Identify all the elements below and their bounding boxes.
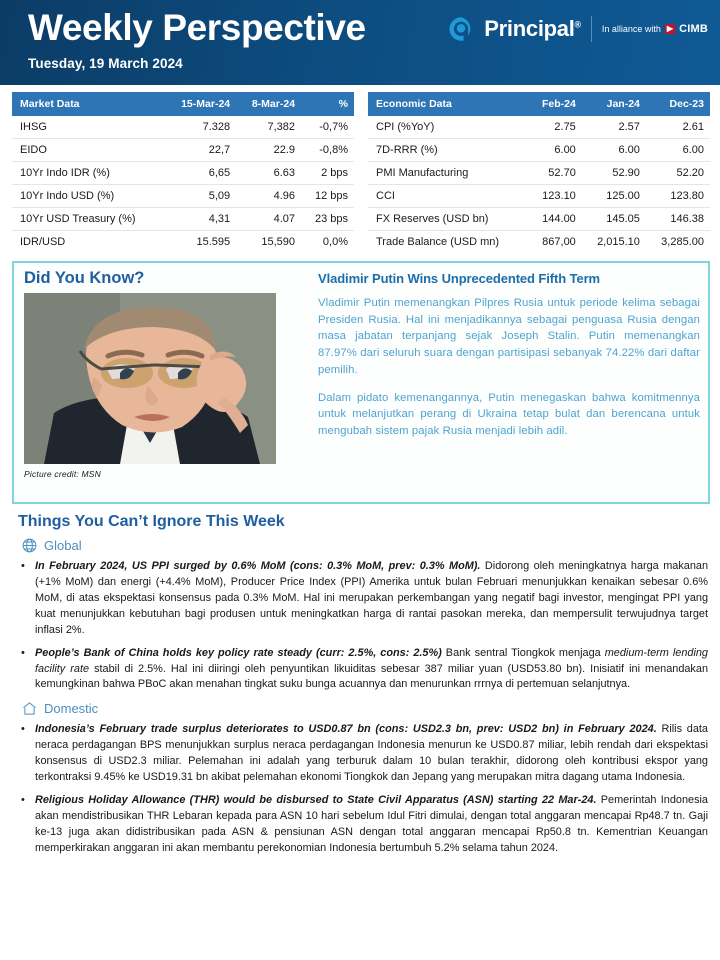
- row-value: -0,7%: [301, 116, 354, 139]
- home-icon: [21, 700, 38, 717]
- row-value: 123.80: [646, 185, 710, 208]
- page-date: Tuesday, 19 March 2024: [28, 55, 183, 71]
- table-row: [368, 162, 710, 185]
- row-value: 146.38: [646, 208, 710, 231]
- row-label: FX Reserves (USD bn): [368, 208, 528, 231]
- row-value: 6.00: [646, 139, 710, 162]
- row-value: 6.00: [528, 139, 582, 162]
- brand-logo: [448, 16, 708, 42]
- cimb-name: CIMB: [679, 23, 708, 35]
- row-value: 145.05: [582, 208, 646, 231]
- article-paragraph: Dalam pidato kemenangannya, Putin menegaskan bahwa komitmennya untuk melanjutkan perang di Ukraina tetap bulat dan berencana untuk mengubah sistem pajak Rusia menjadi lebih adil.: [318, 391, 700, 438]
- row-label: Trade Balance (USD mn): [376, 236, 500, 248]
- article-paragraph: Vladimir Putin memenangkan Pilpres Rusia untuk periode kelima sebagai Presiden Rusia. Hal ini menjadikannya sebagai penguasa Rusia dengan masa jabatan terpanjang sejak Joseph Stalin. Putin memenangkan 87.97% dari seluruh suara dengan partisipasi sebanyak 74.22% dari daftar pemilih.: [318, 297, 700, 376]
- row-value: 15.595: [196, 236, 231, 248]
- row-value: 7.328: [164, 116, 236, 139]
- things-body: [18, 537, 708, 857]
- subsection-label: Domestic: [44, 701, 99, 717]
- row-label: IDR/USD: [20, 236, 66, 248]
- alliance-label: In alliance with: [601, 24, 661, 34]
- table-row: [12, 208, 354, 231]
- row-value: 3,285.00: [661, 236, 704, 248]
- registered-mark: ®: [574, 19, 581, 30]
- row-label: CCI: [368, 185, 528, 208]
- article-title: Vladimir Putin Wins Unprecedented Fifth Term: [318, 271, 600, 286]
- row-value: 125.00: [582, 185, 646, 208]
- bullet-body: Didorong oleh meningkatnya harga makanan (+1% MoM) dan energi (+4.4% MoM), Producer Price Index (PPI) Amerika untuk bulan Februari menunjukkan kenaikan sebesar 0.6% MoM, di atas ekspektasi konsensus pada 0.3% MoM. Hal ini merupakan perkembangan yang negatif bagi investor, mengingat PPI yang kuat menunjukkan kebutuhan bagi produsen untuk meningkatkan harga di rantai pasokan mereka, dan mempersulit terwujudnya target inflasi 2%.: [35, 560, 708, 636]
- table-column-header: Market Data: [12, 92, 164, 116]
- row-value: 0,0%: [322, 236, 348, 248]
- bullet-lead: Religious Holiday Allowance (THR) would be disbursed to State Civil Apparatus (ASN) starting 22 Mar-24.: [35, 794, 597, 807]
- bullet-list: [18, 559, 708, 693]
- row-value: 5,09: [164, 185, 236, 208]
- cimb-logo-icon: ▶: [666, 24, 674, 33]
- row-value: 22,7: [164, 139, 236, 162]
- bullet-italic-term: medium-term lending facility rate: [35, 646, 708, 675]
- row-label: 7D-RRR (%): [368, 139, 528, 162]
- table-row: [12, 231, 354, 254]
- table-column-header: Dec-23: [646, 92, 710, 116]
- row-label: EIDO: [12, 139, 164, 162]
- did-you-know-box: [12, 261, 710, 504]
- table-header-row: [368, 92, 710, 116]
- row-value: 23 bps: [301, 208, 354, 231]
- row-value: 2,015.10: [597, 236, 640, 248]
- row-label: PMI Manufacturing: [368, 162, 528, 185]
- row-value: 6.00: [582, 139, 646, 162]
- row-value: 22.9: [236, 139, 301, 162]
- market-data-table: [12, 92, 354, 253]
- row-value: 2.57: [582, 116, 646, 139]
- row-value: 52.90: [582, 162, 646, 185]
- row-label: 10Yr USD Treasury (%): [12, 208, 164, 231]
- list-item: [18, 793, 708, 857]
- row-value: 52.20: [646, 162, 710, 185]
- bullet-list: [18, 722, 708, 856]
- subsection-global: [21, 537, 708, 554]
- table-column-header: Economic Data: [368, 92, 528, 116]
- logo-divider: [591, 16, 592, 42]
- did-you-know-title: Did You Know?: [24, 269, 145, 287]
- page-header: [0, 0, 720, 85]
- photo-credit: Picture credit: MSN: [24, 469, 102, 479]
- things-section: [0, 504, 720, 857]
- things-section-title: Things You Can’t Ignore This Week: [18, 513, 285, 530]
- row-label: IHSG: [12, 116, 164, 139]
- table-header-row: [12, 92, 354, 116]
- brand-name-text: Principal: [484, 16, 575, 41]
- did-you-know-left: [24, 269, 314, 496]
- table-row: [368, 116, 710, 139]
- bullet-body: Pemerintah Indonesia akan mendistribusikan THR Lebaran kepada para ASN 10 hari sebelum Idul Fitri dimulai, dengan total anggaran mencapai Rp48.7 tn. Gaji ke-13 juga akan didistribusikan pada ASN & pensiunan ASN dengan total anggaran mencapai Rp50.8 tn. Kementrian Keuangan memperkirakan anggaran ini akan membantu perekonomian Indonesia bertumbuh 5.2% selama tahun 2024.: [35, 794, 708, 854]
- market-data-table-wrap: [12, 92, 354, 253]
- data-tables-row: [0, 85, 720, 253]
- row-value: 6.63: [236, 162, 301, 185]
- row-value: 867,00: [542, 236, 576, 248]
- row-value: 144.00: [528, 208, 582, 231]
- principal-logo-icon: [448, 16, 474, 42]
- row-value: 4.07: [236, 208, 301, 231]
- economic-data-body: [368, 116, 710, 253]
- row-value: 4,31: [164, 208, 236, 231]
- economic-data-table-wrap: [368, 92, 710, 253]
- bullet-body: stabil di 2.5%. Hal ini diiringi oleh penyuntikan likuiditas sebesar 387 miliar yuan (USD53.80 bn). Inisiatif ini menandakan kemungkinan bahwa PBoC akan menahan tingkat suku bunga acuannya dan menurunkan rrrnya di pertemuan selanjutnya.: [35, 662, 708, 691]
- row-label: 10Yr Indo USD (%): [12, 185, 164, 208]
- brand-name: [484, 16, 581, 42]
- table-column-header: 15-Mar-24: [164, 92, 236, 116]
- table-row: [368, 185, 710, 208]
- putin-photo: [24, 293, 276, 464]
- list-item: [18, 722, 708, 786]
- table-row: [368, 231, 710, 254]
- table-row: [12, 185, 354, 208]
- row-value: -0,8%: [301, 139, 354, 162]
- row-value: 4.96: [236, 185, 301, 208]
- bullet-body: Rilis data neraca perdagangan BPS menunjukkan surplus neraca perdagangan Indonesia menurun ke USD0.87 miliar, lebih rendah dari ekspektasi konsensus di USD2.3 miliar. Pelemahan ini adalah yang terburuk dalam 10 bulan terakhir, didorong oleh kontribusi ekspor yang terkontraksi 9.45% ke USD19.31 bn akibat pelemahan ekonomi Tiongkok dan Jepang yang merupakan mitra dagang utama Indonesia.: [35, 723, 708, 784]
- table-row: [12, 116, 354, 139]
- row-value: 15,590: [261, 236, 296, 248]
- globe-icon: [21, 537, 38, 554]
- alliance-block: [602, 23, 708, 35]
- bullet-body: Bank sentral Tiongkok menjaga: [441, 646, 605, 659]
- row-value: 2.75: [528, 116, 582, 139]
- list-item: [18, 559, 708, 639]
- photo-illustration: [24, 293, 276, 464]
- subsection-label: Global: [44, 538, 82, 553]
- row-value: 52.70: [528, 162, 582, 185]
- table-row: [368, 139, 710, 162]
- market-data-body: [12, 116, 354, 253]
- table-column-header: %: [301, 92, 354, 116]
- subsection-domestic: [21, 700, 708, 717]
- table-column-header: Jan-24: [582, 92, 646, 116]
- table-row: [12, 139, 354, 162]
- row-value: 7,382: [236, 116, 301, 139]
- bullet-lead: Indonesia’s February trade surplus deteriorates to USD0.87 bn (cons: USD2.3 bn, prev: USD2 bn) in February 2024.: [35, 723, 657, 736]
- row-value: 2 bps: [301, 162, 354, 185]
- bullet-lead: People’s Bank of China holds key policy rate steady (curr: 2.5%, cons: 2.5%): [35, 646, 442, 659]
- row-value: 6,65: [164, 162, 236, 185]
- page-title: Weekly Perspective: [28, 7, 366, 48]
- table-row: [12, 162, 354, 185]
- table-row: [368, 208, 710, 231]
- list-item: [18, 646, 708, 694]
- did-you-know-article: [314, 269, 700, 496]
- row-value: 123.10: [528, 185, 582, 208]
- table-column-header: 8-Mar-24: [236, 92, 301, 116]
- row-value: 2.61: [646, 116, 710, 139]
- row-label: CPI (%YoY): [368, 116, 528, 139]
- row-label: 10Yr Indo IDR (%): [12, 162, 164, 185]
- table-column-header: Feb-24: [528, 92, 582, 116]
- economic-data-table: [368, 92, 710, 253]
- row-value: 12 bps: [301, 185, 354, 208]
- bullet-lead: In February 2024, US PPI surged by 0.6% MoM (cons: 0.3% MoM, prev: 0.3% MoM).: [35, 560, 481, 572]
